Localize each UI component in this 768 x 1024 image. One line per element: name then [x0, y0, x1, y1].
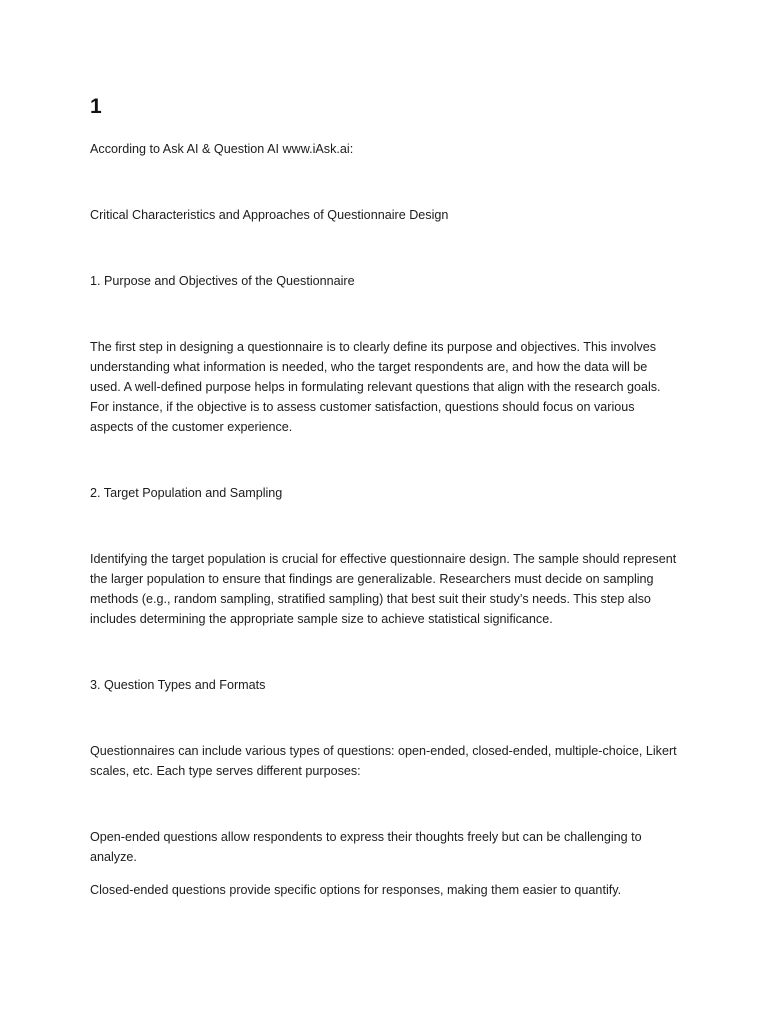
- section-heading: 1. Purpose and Objectives of the Questionnaire: [90, 274, 355, 288]
- page-number: 1: [90, 95, 102, 118]
- attribution-line: According to Ask AI & Question AI www.iAsk.ai:: [90, 142, 354, 156]
- section-paragraph: Identifying the target population is crucial for effective questionnaire design. The sample should represent the larger population to ensure that findings are generalizable. Researchers must decide on sampling methods (e.g., random sampling, stratified sampling) that best suit their study’s needs. This step also includes determining the appropriate sample size to achieve statistical significance.: [90, 552, 677, 626]
- section-heading: 3. Question Types and Formats: [90, 678, 266, 692]
- section-paragraph: The first step in designing a questionnaire is to clearly define its purpose and objectives. This involves understanding what information is needed, who the target respondents are, and how the data will be used. A well-defined purpose helps in formulating relevant questions that align with the research goals. For instance, if the objective is to assess customer satisfaction, questions should focus on various aspects of the customer experience.: [90, 340, 661, 434]
- list-item-closed-ended: Closed-ended questions provide specific options for responses, making them easier to quantify.: [90, 883, 622, 897]
- document-body: [90, 92, 680, 913]
- document-title: Critical Characteristics and Approaches of Questionnaire Design: [90, 208, 449, 222]
- section-heading: 2. Target Population and Sampling: [90, 486, 283, 500]
- list-item-open-ended: Open-ended questions allow respondents to express their thoughts freely but can be challenging to analyze.: [90, 830, 642, 864]
- section-paragraph: Questionnaires can include various types of questions: open-ended, closed-ended, multiple-choice, Likert scales, etc. Each type serves different purposes:: [90, 744, 677, 778]
